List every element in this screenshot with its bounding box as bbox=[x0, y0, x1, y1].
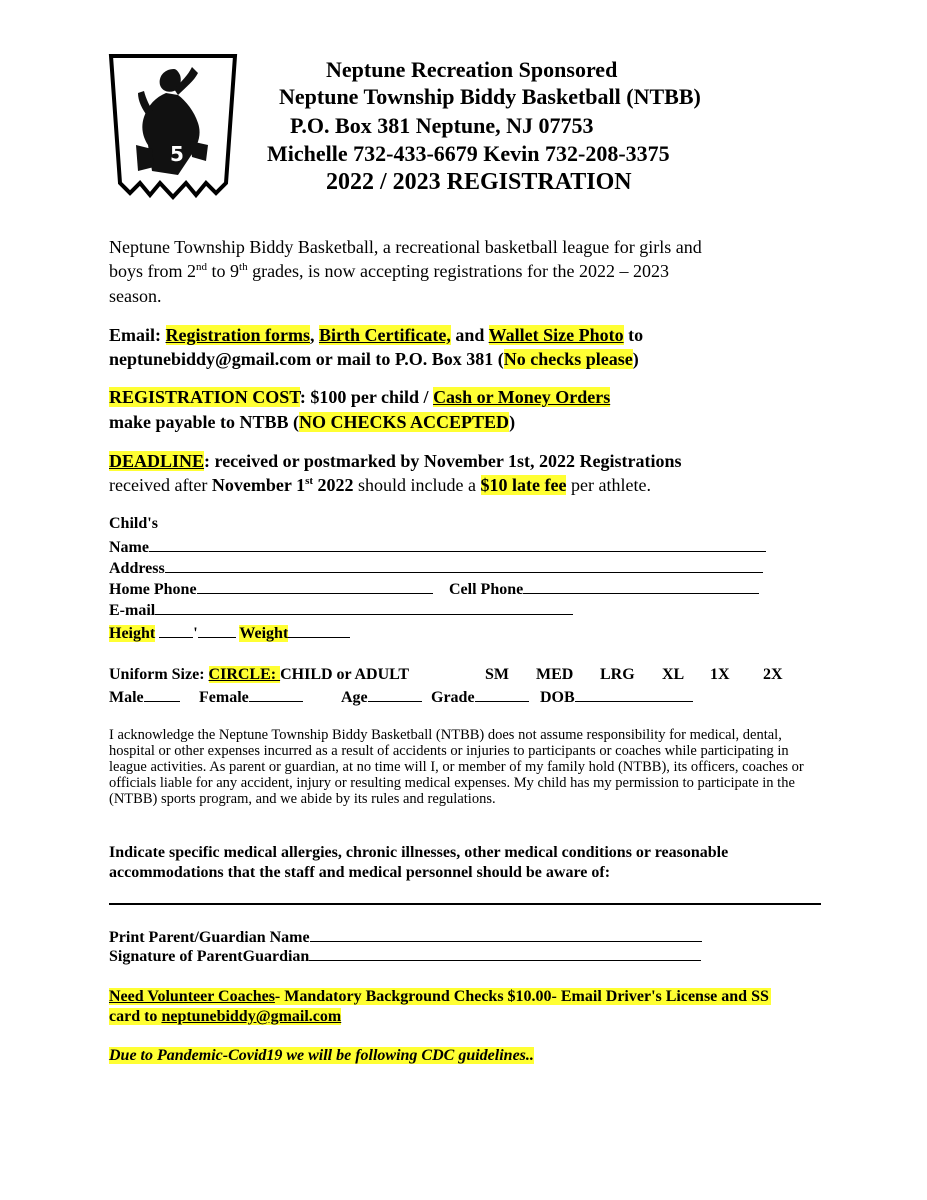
ntbb-logo bbox=[108, 53, 238, 205]
volunteer-line-2: card to neptunebiddy@gmail.com bbox=[109, 1008, 342, 1025]
header-address: P.O. Box 381 Neptune, NJ 07753 bbox=[290, 113, 594, 138]
parent-name-field[interactable]: Print Parent/Guardian Name bbox=[109, 927, 702, 947]
registration-cost: REGISTRATION COST: $100 per child / Cash or Money Orders bbox=[109, 387, 611, 407]
size-1x[interactable]: 1X bbox=[710, 666, 730, 683]
volunteer-email-link[interactable]: neptunebiddy@gmail.com bbox=[161, 1008, 342, 1025]
volunteer-line-1: Need Volunteer Coaches- Mandatory Background Checks $10.00- Email Driver's License and SS bbox=[109, 988, 769, 1005]
age-field[interactable]: Age bbox=[341, 687, 422, 707]
medical-conditions-prompt: Indicate specific medical allergies, chronic illnesses, other medical conditions or reasonable accommodations that the staff and medical personnel should be aware of: bbox=[109, 844, 729, 881]
male-field[interactable]: Male bbox=[109, 687, 180, 707]
dob-field[interactable]: DOB bbox=[540, 687, 693, 707]
height-weight-field[interactable]: Height ' Weight bbox=[109, 623, 350, 643]
female-field[interactable]: Female bbox=[199, 687, 303, 707]
logo-jersey-number: 5 bbox=[170, 142, 184, 166]
size-sm[interactable]: SM bbox=[485, 666, 509, 683]
parent-signature-field[interactable]: Signature of ParentGuardian bbox=[109, 946, 701, 966]
intro-line-1: Neptune Township Biddy Basketball, a recreational basketball league for girls and bbox=[109, 237, 702, 257]
page-title: 2022 / 2023 REGISTRATION bbox=[326, 169, 632, 195]
address-field[interactable]: Address bbox=[109, 558, 763, 578]
header-league-name: Neptune Township Biddy Basketball (NTBB) bbox=[279, 84, 701, 109]
header-sponsor: Neptune Recreation Sponsored bbox=[326, 57, 618, 82]
email-address-line: neptunebiddy@gmail.com or mail to P.O. Box 381 (No checks please) bbox=[109, 349, 639, 369]
size-xl[interactable]: XL bbox=[662, 666, 685, 683]
header-contacts: Michelle 732-433-6679 Kevin 732-208-3375 bbox=[267, 141, 670, 166]
grade-field[interactable]: Grade bbox=[431, 687, 529, 707]
childs-label: Child's bbox=[109, 515, 158, 532]
waiver-text: I acknowledge the Neptune Township Biddy Basketball (NTBB) does not assume responsibility for medical, dental, hospital or other expenses incurred as a result of accidents or injuries to participants or coaches while participating in league activities. As parent or guardian, at no time will I, or member of my family hold (NTBB), its officers, coaches or officials liable for any accident, injury or resulting medical expenses. My child has my permission to participate in the (NTBB) sports program, and we abide by its rules and regulations. bbox=[109, 727, 804, 807]
home-phone-field[interactable]: Home Phone bbox=[109, 579, 433, 599]
intro-line-2: boys from 2nd to 9th grades, is now accepting registrations for the 2022 – 2023 bbox=[109, 261, 669, 281]
medical-conditions-line[interactable] bbox=[109, 903, 821, 905]
payable-line: make payable to NTBB (NO CHECKS ACCEPTED) bbox=[109, 412, 516, 432]
uniform-size-row: Uniform Size: CIRCLE: CHILD or ADULT bbox=[109, 666, 410, 683]
child-name-field[interactable]: Name bbox=[109, 537, 766, 557]
covid-notice: Due to Pandemic-Covid19 we will be following CDC guidelines.. bbox=[109, 1047, 534, 1064]
size-lrg[interactable]: LRG bbox=[600, 666, 635, 683]
size-med[interactable]: MED bbox=[536, 666, 574, 683]
cell-phone-field[interactable]: Cell Phone bbox=[449, 579, 759, 599]
email-field[interactable]: E-mail bbox=[109, 600, 573, 620]
deadline-line-1: DEADLINE: received or postmarked by November 1st, 2022 Registrations bbox=[109, 451, 682, 471]
intro-line-3: season. bbox=[109, 286, 162, 306]
deadline-line-2: received after November 1st 2022 should include a $10 late fee per athlete. bbox=[109, 475, 651, 495]
email-instructions: Email: Registration forms, Birth Certificate, and Wallet Size Photo to bbox=[109, 325, 644, 345]
size-2x[interactable]: 2X bbox=[763, 666, 783, 683]
